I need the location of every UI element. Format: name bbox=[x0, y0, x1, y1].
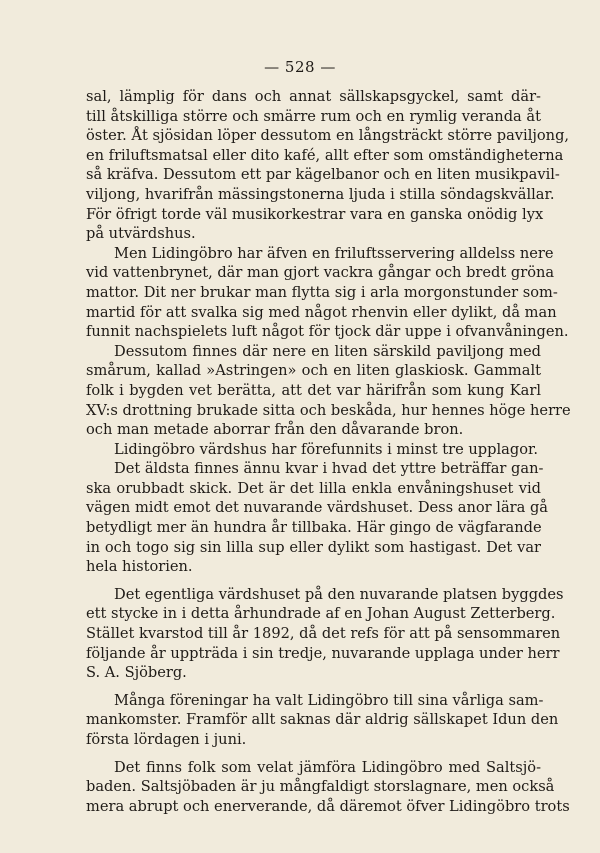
text-line: mattor. Dit ner brukar man flytta sig i arla morgonstunder som- bbox=[86, 283, 558, 301]
text-line: på utvärdshus. bbox=[86, 225, 196, 243]
text-line: och man metade aborrar från den dåvarande bron. bbox=[86, 421, 464, 439]
text-line: öster. Åt sjösidan löper dessutom en långsträckt större paviljong, bbox=[86, 127, 570, 145]
text-line: För öfrigt torde väl musikorkestrar vara en ganska onödig lyx bbox=[86, 205, 544, 223]
paragraph bbox=[86, 440, 541, 460]
text-line: mera abrupt och enerverande, då däremot öfver Lidingöbro trots bbox=[86, 797, 570, 815]
text-line: XV:s drottning brukade sitta och beskåda, hur hennes höge herre bbox=[86, 401, 571, 419]
text-line: ska orubbadt skick. Det är det lilla enkla envåningshuset vid bbox=[86, 479, 541, 497]
text-line: sal, lämplig för dans och annat sällskapsgyckel, samt där- bbox=[86, 88, 541, 105]
text-line: mankomster. Framför allt saknas där aldrig sällskapet Idun den bbox=[86, 711, 559, 729]
text-line: Det äldsta finnes ännu kvar i hvad det yttre beträffar gan- bbox=[114, 460, 544, 478]
paragraph bbox=[86, 459, 548, 577]
text-line: S. A. Sjöberg. bbox=[86, 664, 187, 682]
text-line: baden. Saltsjöbaden är ju mångfaldigt storslagnare, men också bbox=[86, 778, 555, 796]
paragraph bbox=[86, 244, 569, 342]
text-line: Lidingöbro värdshus har förefunnits i minst tre upplagor. bbox=[114, 440, 539, 458]
text-line: vägen midt emot det nuvarande värdshuset. Dess anor lära gå bbox=[86, 499, 548, 517]
text-line: ett stycke in i detta århundrade af en Johan August Zetterberg. bbox=[86, 605, 556, 623]
paragraph bbox=[86, 585, 564, 683]
page-number: — 528 — bbox=[264, 58, 336, 76]
text-line: martid för att svalka sig med något rhenvin eller dylikt, då man bbox=[86, 303, 557, 321]
text-line: Många föreningar ha valt Lidingöbro till sina vårliga sam- bbox=[114, 691, 544, 709]
text-line: Det egentliga värdshuset på den nuvarande platsen byggdes bbox=[114, 585, 564, 603]
text-line: smårum, kallad »Astringen» och en liten glaskiosk. Gammalt bbox=[86, 362, 541, 380]
text-line: Det finns folk som velat jämföra Lidingöbro med Saltsjö- bbox=[114, 758, 541, 776]
text-line: så kräfva. Dessutom ett par kägelbanor och en liten musikpavil- bbox=[86, 166, 560, 184]
text-line: in och togo sig sin lilla sup eller dylikt som hastigast. Det var bbox=[86, 538, 541, 556]
text-line: Dessutom finnes där nere en liten särskild paviljong med bbox=[114, 342, 541, 360]
paragraph bbox=[86, 342, 571, 440]
text-line: funnit nachspielets luft något för tjock där uppe i ofvanvåningen. bbox=[86, 323, 569, 341]
body-text bbox=[86, 87, 571, 816]
paragraph bbox=[86, 87, 570, 244]
text-line: följande år uppträda i sin tredje, nuvarande upplaga under herr bbox=[86, 644, 560, 662]
text-line: till åtskilliga större och smärre rum och en rymlig veranda åt bbox=[86, 107, 541, 125]
text-line: en friluftsmatsal eller dito kafé, allt efter som omständigheterna bbox=[86, 146, 564, 164]
paragraph bbox=[86, 691, 559, 750]
text-line: betydligt mer än hundra år tillbaka. Här gingo de vägfarande bbox=[86, 519, 542, 537]
text-line: hela historien. bbox=[86, 558, 193, 576]
text-line: första lördagen i juni. bbox=[86, 731, 247, 748]
text-line: Men Lidingöbro har äfven en friluftsservering alldelss nere bbox=[114, 244, 554, 262]
paragraph bbox=[86, 758, 570, 817]
text-line: folk i bygden vet berätta, att det var härifrån som kung Karl bbox=[86, 381, 541, 399]
text-line: viljong, hvarifrån mässingstonerna ljuda i stilla söndagskvällar. bbox=[86, 185, 555, 203]
text-line: Stället kvarstod till år 1892, då det refs för att på sensommaren bbox=[86, 625, 561, 643]
text-line: vid vattenbrynet, där man gjort vackra gångar och bredt gröna bbox=[86, 264, 555, 282]
